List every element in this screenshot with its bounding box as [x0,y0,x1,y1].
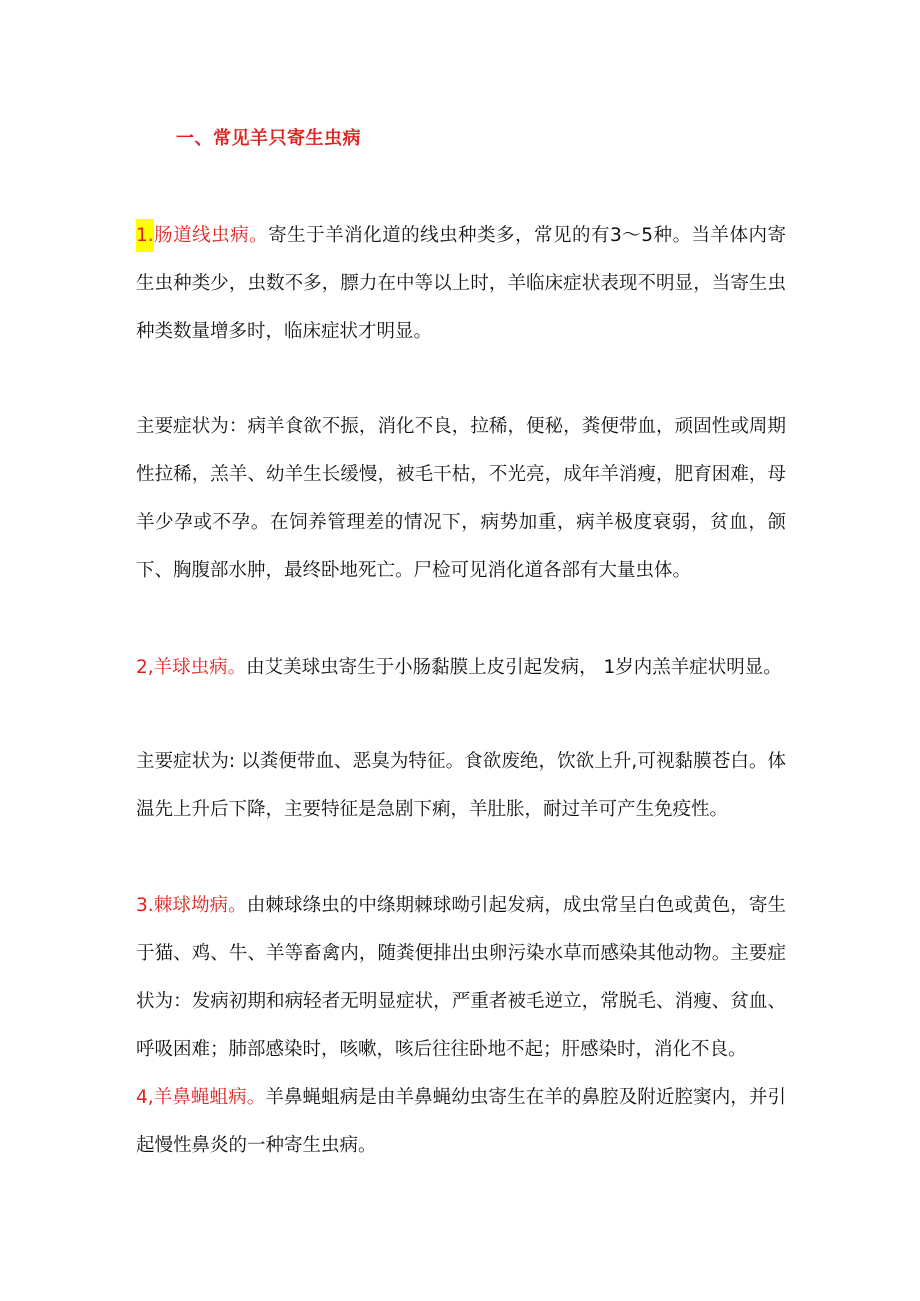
paragraph-text: 主要症状为: 以粪便带血、恶臭为特征。食欲废绝，饮欲上升,可视黏膜苍白。体温先上升后下降，主要特征是急剧下痢，羊肚胀，耐过羊可产生免疫性。 [136,751,786,820]
paragraph-nasal-bot [136,1074,786,1170]
paragraph-text: 寄生于羊消化道的线虫种类多，常见的有3～5种。当羊体内寄生虫种类少，虫数不多，膘力在中等以上时，羊临床症状表现不明显，当寄生虫种类数量增多时，临床症状才明显。 [136,225,786,342]
paragraph-text: 主要症状为：病羊食欲不振，消化不良，拉稀，便秘，粪便带血，顽固性或周期性拉稀，羔羊、幼羊生长缓慢，被毛干枯，不光亮，成年羊消瘦，肥育困难，母羊少孕或不孕。在饲养管理差的情况下，病势加重，病羊极度衰弱，贫血，颌下、胸腹部水肿，最终卧地死亡。尸检可见消化道各部有大量虫体。 [136,416,786,581]
disease-title: 2,羊球虫病。 [136,657,247,678]
disease-title: 4,羊鼻蝇蛆病。 [136,1087,266,1108]
paragraph-echinococcosis [136,882,786,1074]
section-heading: 一、常见羊只寄生虫病 [176,128,361,149]
disease-title: 3.棘球坳病。 [136,895,247,916]
paragraph-text: 由棘球绦虫的中绦期棘球呦引起发病，成虫常呈白色或黄色，寄生于猫、鸡、牛、羊等畜禽内，随粪便排出虫卵污染水草而感染其他动物。主要症状为：发病初期和病轻者无明显症状，严重者被毛逆立，常脱毛、消瘦、贫血、呼吸困难；肺部感染时，咳嗽，咳后往往卧地不起；肝感染时，消化不良。 [136,895,786,1060]
paragraph-symptoms-nematode [136,403,786,595]
paragraph-symptoms-coccidiosis [136,738,786,834]
paragraph-coccidiosis [136,644,786,692]
paragraph-intestinal-nematode [136,212,786,356]
paragraph-text: 羊鼻蝇蛆病是由羊鼻蝇幼虫寄生在羊的鼻腔及附近腔窦内，并引起慢性鼻炎的一种寄生虫病。 [136,1087,786,1156]
highlighted-number: 1. [136,219,154,252]
disease-title: 肠道线虫病。 [153,225,269,246]
paragraph-text: 由艾美球虫寄生于小肠黏膜上皮引起发病， 1岁内羔羊症状明显。 [246,657,782,678]
